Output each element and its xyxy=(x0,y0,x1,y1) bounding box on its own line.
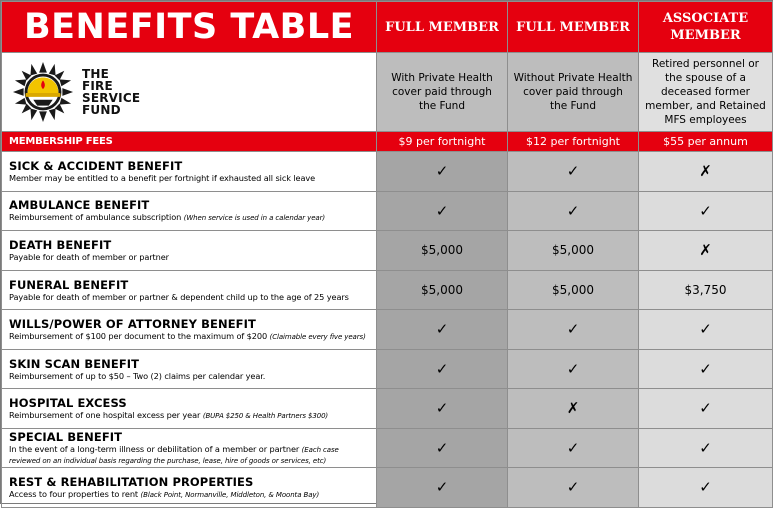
benefit-row xyxy=(2,428,773,468)
membership-fees-row xyxy=(2,132,773,152)
benefit-value-cell xyxy=(377,349,508,389)
check-icon: ✓ xyxy=(699,359,712,378)
check-icon: ✓ xyxy=(435,320,449,339)
benefit-amount: $5,000 xyxy=(552,282,594,297)
cross-icon: ✗ xyxy=(566,399,580,418)
benefit-name: AMBULANCE BENEFIT xyxy=(9,198,150,213)
benefit-value-cell xyxy=(508,310,639,350)
benefit-value-cell xyxy=(377,152,508,192)
benefit-name: DEATH BENEFIT xyxy=(9,238,112,253)
column-heading-associate-member: ASSOCIATE MEMBER xyxy=(639,2,773,53)
check-icon: ✓ xyxy=(699,478,712,497)
check-icon: ✓ xyxy=(699,399,712,418)
benefit-rows xyxy=(2,152,773,508)
membership-fees-label: MEMBERSHIP FEES xyxy=(9,136,113,147)
benefit-value-cell xyxy=(508,191,639,231)
fee-cell: $55 per annum xyxy=(639,132,773,152)
benefit-label-cell xyxy=(2,389,377,429)
check-icon: ✓ xyxy=(435,162,449,181)
benefit-description: Access to four properties to rent (Black Point, Normanville, Middleton, & Moonta Bay) xyxy=(9,488,320,499)
cross-icon: ✗ xyxy=(699,241,712,260)
benefit-value-cell xyxy=(508,231,639,271)
column-description: Without Private Health cover paid through the Fund xyxy=(508,53,639,132)
benefit-amount: $5,000 xyxy=(421,282,463,297)
check-icon: ✓ xyxy=(699,320,712,339)
benefit-description: Reimbursement of one hospital excess per year (BUPA $250 & Health Partners $300) xyxy=(9,409,329,420)
benefit-row xyxy=(2,349,773,389)
benefit-description: Reimbursement of ambulance subscription (When service is used in a calendar year) xyxy=(9,212,325,223)
benefit-value-cell xyxy=(508,468,639,508)
benefit-value-cell xyxy=(639,191,773,231)
benefit-row xyxy=(2,270,773,310)
benefit-value-cell xyxy=(639,389,773,429)
column-heading-full-member-without-health: FULL MEMBER xyxy=(508,2,639,53)
check-icon: ✓ xyxy=(699,201,712,220)
benefit-note: (When service is used in a calendar year) xyxy=(183,214,325,223)
check-icon: ✓ xyxy=(566,320,580,339)
benefit-amount: $5,000 xyxy=(552,243,594,258)
benefit-note: (Claimable every five years) xyxy=(269,332,366,341)
benefit-value-cell xyxy=(639,428,773,468)
benefit-value-cell xyxy=(377,389,508,429)
benefit-value-cell xyxy=(508,349,639,389)
check-icon: ✓ xyxy=(699,438,712,457)
fee-cell: $9 per fortnight xyxy=(377,132,508,152)
benefit-value-cell xyxy=(377,270,508,310)
benefit-name: SICK & ACCIDENT BENEFIT xyxy=(9,159,183,174)
benefit-name: HOSPITAL EXCESS xyxy=(9,395,127,410)
check-icon: ✓ xyxy=(435,399,449,418)
benefit-row xyxy=(2,152,773,192)
membership-fees-label-cell xyxy=(2,132,377,152)
benefit-row xyxy=(2,310,773,350)
benefit-description: Payable for death of member or partner & dependent child up to the age of 25 years xyxy=(9,291,349,302)
benefit-description: In the event of a long-term illness or debilitation of a member or partner (Each case reviewed on an individual basis regarding the purchase, lease, hire of goods or services, etc) xyxy=(9,443,339,465)
benefit-value-cell xyxy=(377,231,508,271)
benefit-value-cell xyxy=(377,428,508,468)
benefit-value-cell xyxy=(639,310,773,350)
benefit-name: FUNERAL BENEFIT xyxy=(9,277,129,292)
page-title: BENEFITS TABLE xyxy=(23,7,355,47)
benefit-description: Reimbursement of up to $50 – Two (2) claims per calendar year. xyxy=(9,370,266,381)
cross-icon: ✗ xyxy=(699,162,712,181)
check-icon: ✓ xyxy=(566,478,580,497)
benefit-value-cell xyxy=(639,270,773,310)
benefits-table xyxy=(1,1,773,508)
benefit-value-cell xyxy=(377,468,508,508)
benefit-value-cell xyxy=(508,428,639,468)
column-description: Retired personnel or the spouse of a deceased former member, and Retained MFS employees xyxy=(639,53,773,132)
header-row xyxy=(2,2,773,53)
logo-wordmark: THE FIRE SERVICE FUND xyxy=(82,67,141,117)
check-icon: ✓ xyxy=(566,438,580,457)
fee-cell: $12 per fortnight xyxy=(508,132,639,152)
benefit-value-cell xyxy=(377,191,508,231)
benefit-name: WILLS/POWER OF ATTORNEY BENEFIT xyxy=(9,316,256,331)
check-icon: ✓ xyxy=(566,162,580,181)
benefit-value-cell xyxy=(639,231,773,271)
benefit-name: SKIN SCAN BENEFIT xyxy=(9,356,140,371)
fire-service-fund-logo xyxy=(2,53,376,131)
benefit-value-cell xyxy=(639,349,773,389)
benefit-value-cell xyxy=(639,152,773,192)
check-icon: ✓ xyxy=(435,478,449,497)
fire-service-emblem-icon xyxy=(12,61,74,123)
benefit-note: (Black Point, Normanville, Middleton, & Moonta Bay) xyxy=(140,490,320,499)
benefit-value-cell xyxy=(377,310,508,350)
check-icon: ✓ xyxy=(566,359,580,378)
benefit-note: (Each case reviewed on an individual basis regarding the purchase, lease, hire of goods or services, etc) xyxy=(9,445,339,465)
benefit-row xyxy=(2,468,773,508)
benefit-label-cell xyxy=(2,428,377,468)
benefit-amount: $5,000 xyxy=(421,243,463,258)
check-icon: ✓ xyxy=(435,201,449,220)
benefit-label-cell xyxy=(2,468,377,508)
benefit-note: (BUPA $250 & Health Partners $300) xyxy=(202,411,329,420)
benefit-value-cell xyxy=(508,270,639,310)
benefit-label-cell xyxy=(2,231,377,271)
benefit-value-cell xyxy=(639,468,773,508)
benefit-description: Member may be entitled to a benefit per fortnight if exhausted all sick leave xyxy=(9,173,316,184)
benefit-name: SPECIAL BENEFIT xyxy=(9,429,123,444)
column-heading-full-member-with-health: FULL MEMBER xyxy=(377,2,508,53)
benefit-description: Payable for death of member or partner xyxy=(9,252,169,263)
benefit-label-cell xyxy=(2,270,377,310)
benefit-value-cell xyxy=(508,389,639,429)
benefit-amount: $3,750 xyxy=(684,282,727,297)
benefit-row xyxy=(2,231,773,271)
benefit-label-cell xyxy=(2,191,377,231)
benefit-row xyxy=(2,191,773,231)
column-description: With Private Health cover paid through the Fund xyxy=(377,53,508,132)
benefit-label-cell xyxy=(2,310,377,350)
benefit-description: Reimbursement of $100 per document to the maximum of $200 (Claimable every five years) xyxy=(9,330,366,341)
logo-cell xyxy=(2,53,377,132)
check-icon: ✓ xyxy=(435,359,449,378)
check-icon: ✓ xyxy=(435,438,449,457)
title-cell xyxy=(2,2,377,53)
benefit-value-cell xyxy=(508,152,639,192)
benefit-row xyxy=(2,389,773,429)
benefit-label-cell xyxy=(2,349,377,389)
check-icon: ✓ xyxy=(566,201,580,220)
benefit-name: REST & REHABILITATION PROPERTIES xyxy=(9,474,254,489)
description-row xyxy=(2,53,773,132)
benefit-label-cell xyxy=(2,152,377,192)
